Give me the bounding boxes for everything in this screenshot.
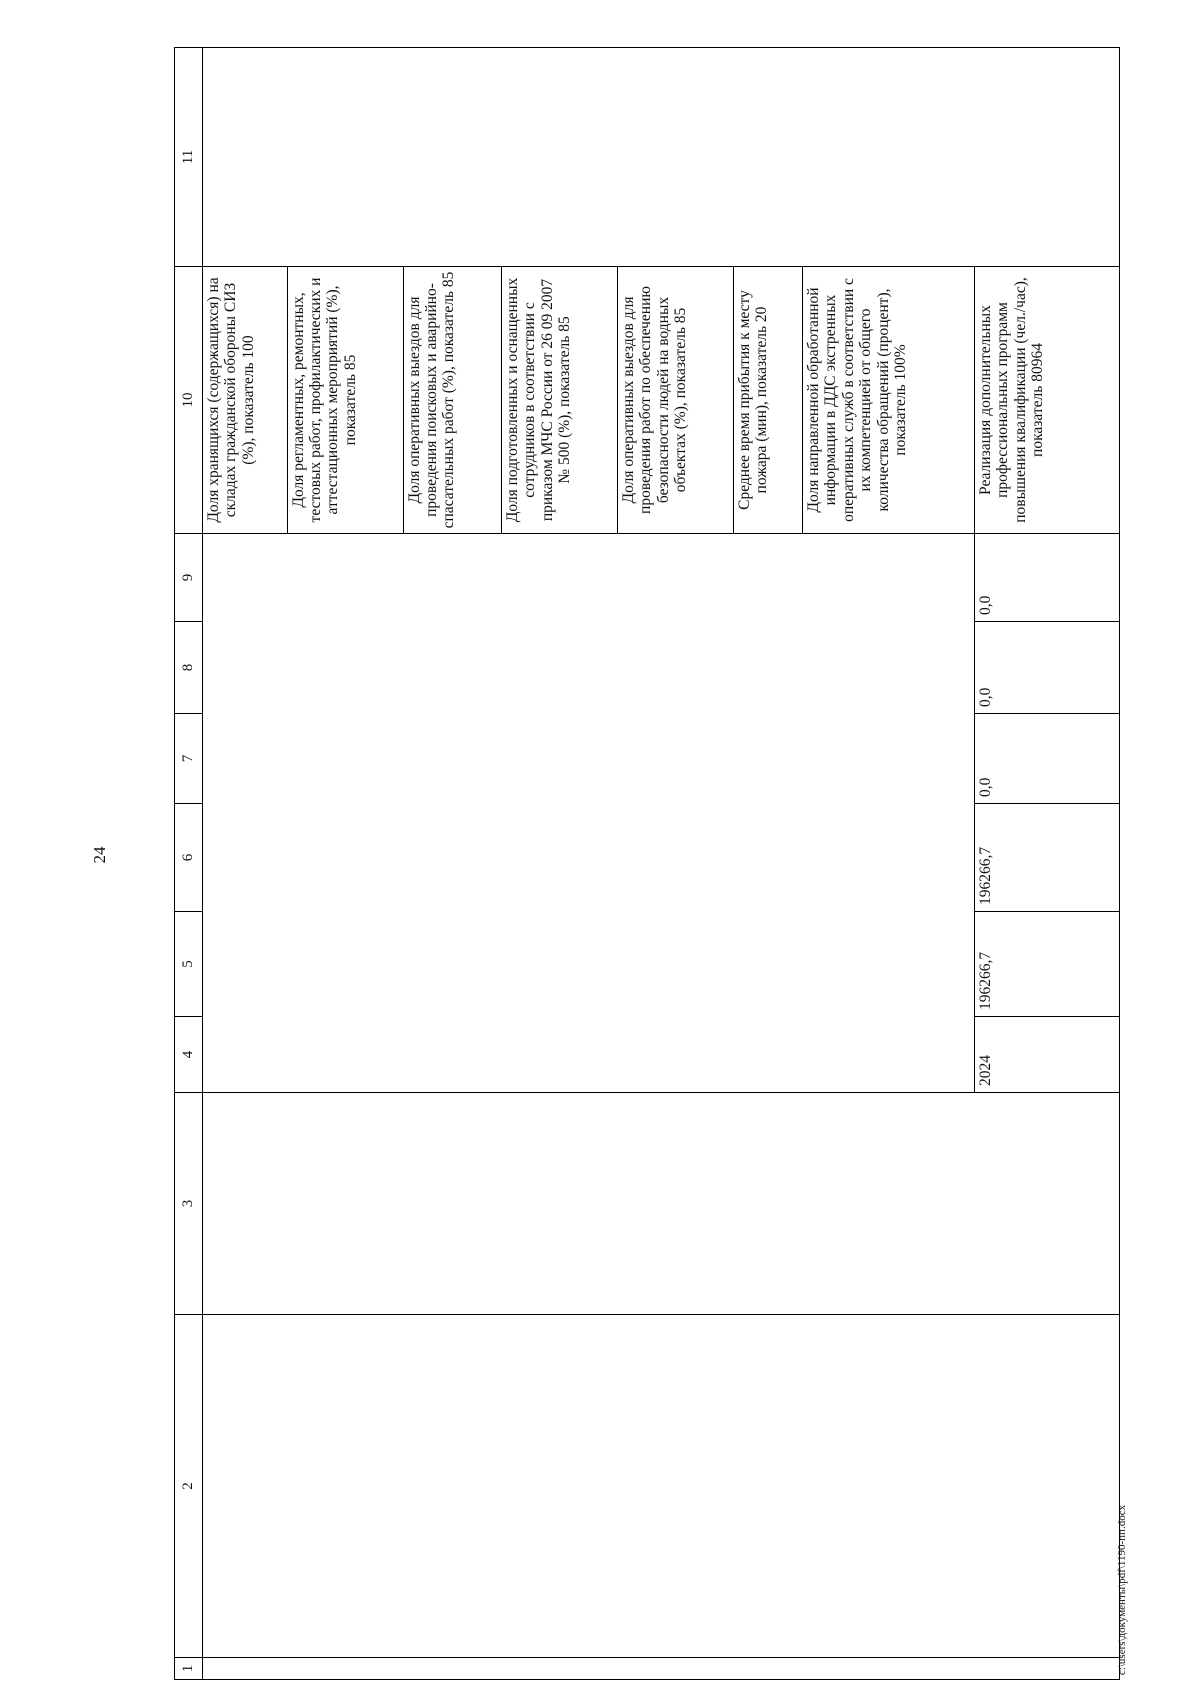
cell-col11: [202, 48, 1119, 267]
indicator-cell: Доля регламентных, ремонтных, тестовых работ, профилактических и аттестационных мероприятий (%), показатель 85: [287, 267, 403, 534]
value-cell-col8: 0,0: [974, 622, 1119, 714]
footer-file-path: c:\users\документы\pdf\1190-пп.docx: [1116, 1504, 1128, 1676]
cell-col2: [202, 1315, 1119, 1658]
col-num-1: 1: [175, 1658, 203, 1680]
value-cell-col9: 0,0: [974, 534, 1119, 622]
col-num-3: 3: [175, 1093, 203, 1315]
indicator-cell: Доля направленной обработанной информации в ДДС экстренных оперативных служб в соответствии с их компетенцией от общего количества обращений (процент), показатель 100%: [803, 267, 975, 534]
col-num-6: 6: [175, 804, 203, 912]
table-row: [202, 48, 287, 1680]
col-num-8: 8: [175, 622, 203, 714]
rotated-table-area: [174, 48, 1120, 1680]
col-num-4: 4: [175, 1017, 203, 1093]
column-number-row: [175, 48, 203, 1680]
col-num-7: 7: [175, 714, 203, 804]
col-num-5: 5: [175, 912, 203, 1017]
rotated-table: [174, 48, 1120, 1680]
value-cell-col7: 0,0: [974, 714, 1119, 804]
cell-merged-empty: [202, 534, 974, 1093]
value-cell-col5: 196266,7: [974, 912, 1119, 1017]
value-cell-col6: 196266,7: [974, 804, 1119, 912]
cell-col3: [202, 1093, 1119, 1315]
indicator-cell: Доля оперативных выездов для проведения работ по обеспечению безопасности людей на водных объектах (%), показатель 85: [617, 267, 733, 534]
year-cell: 2024: [974, 1017, 1119, 1093]
indicator-cell: Среднее время прибытия к месту пожара (мин), показатель 20: [733, 267, 802, 534]
col-num-10: 10: [175, 267, 203, 534]
page-number: 24: [90, 846, 109, 864]
col-num-11: 11: [175, 48, 203, 267]
col-num-2: 2: [175, 1315, 203, 1658]
indicator-cell: Доля оперативных выездов для проведения поисковых и аварийно-спасательных работ (%), показатель 85: [403, 267, 501, 534]
cell-col1: [202, 1658, 1119, 1680]
indicator-cell: Доля подготовленных и оснащенных сотрудников в соответствии с приказом МЧС России от 26 09 2007 № 500 (%), показатель 85: [501, 267, 617, 534]
indicator-cell-training: Реализация дополнительных профессиональных программ повышения квалификации (чел./час), показатель 80964: [974, 267, 1119, 534]
indicator-cell: Доля хранящихся (содержащихся) на складах гражданской обороны СИЗ (%), показатель 100: [202, 267, 287, 534]
col-num-9: 9: [175, 534, 203, 622]
program-table: [174, 47, 1120, 1680]
